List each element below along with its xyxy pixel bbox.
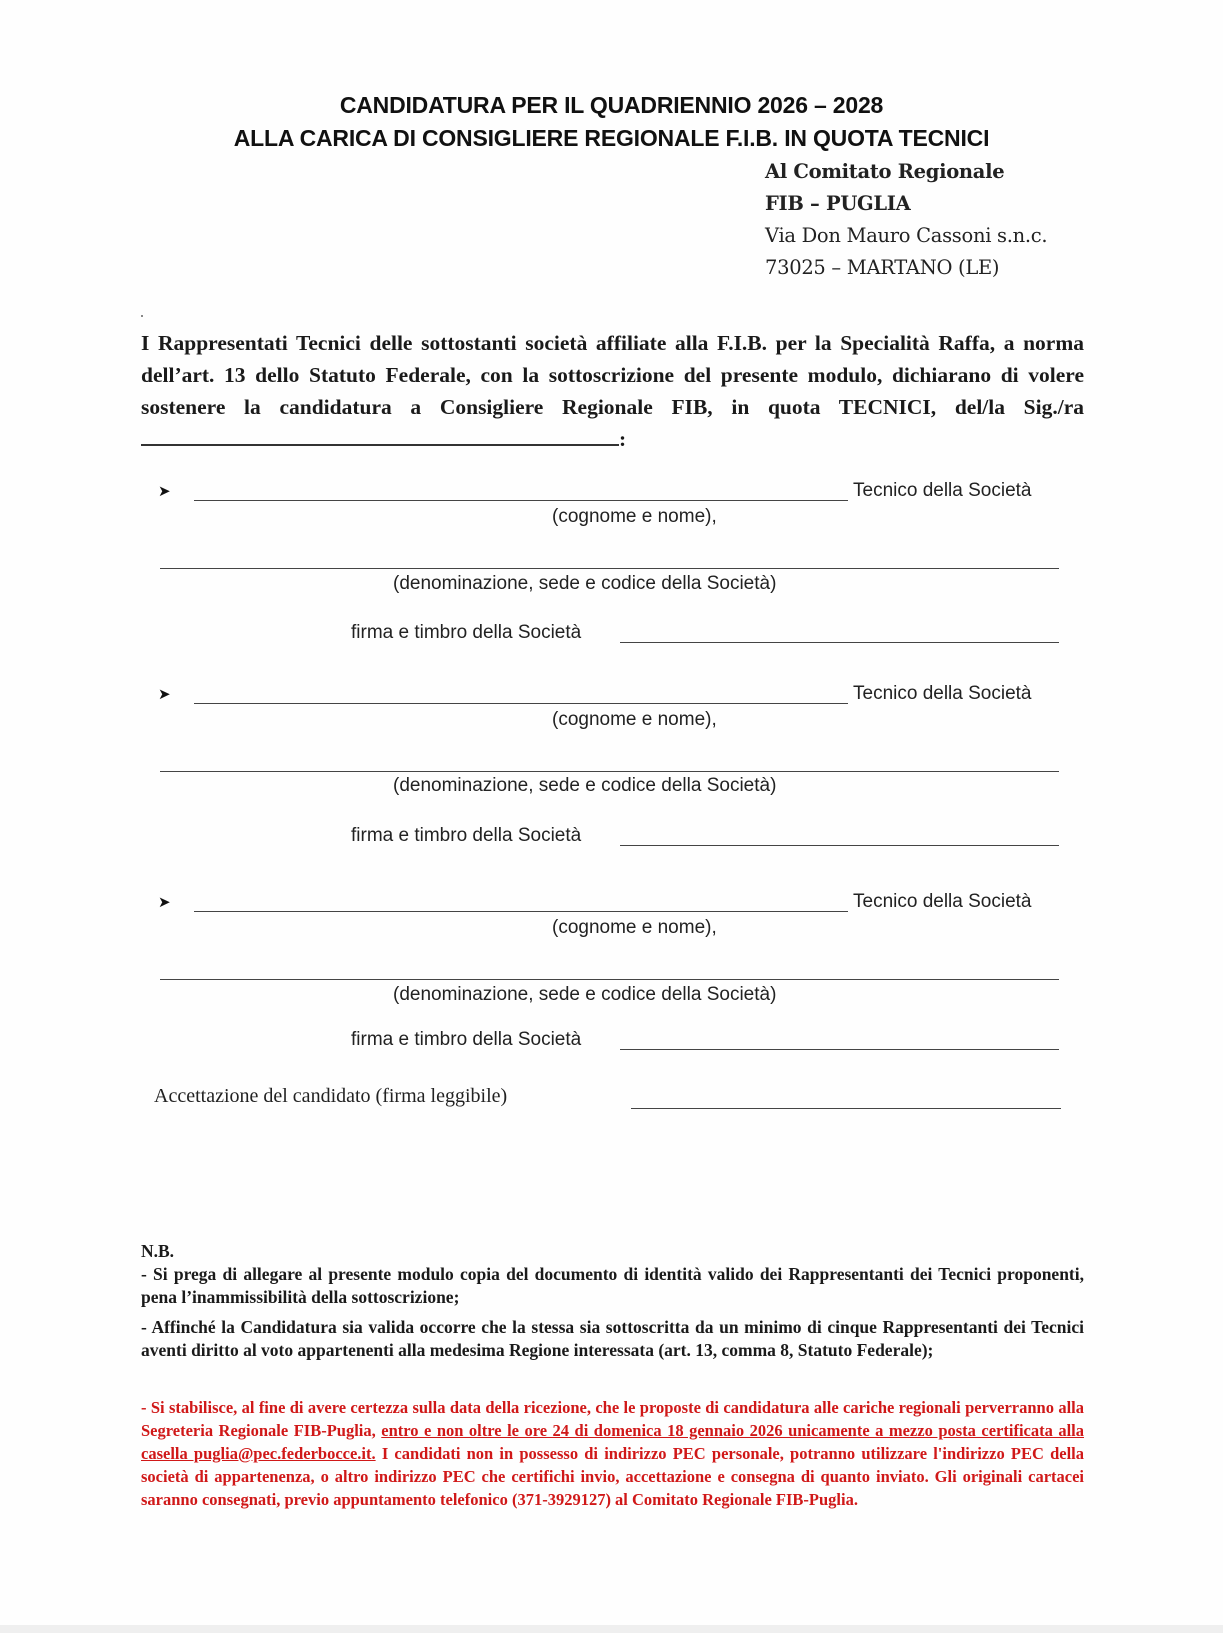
society-caption: (denominazione, sede e codice della Società) [393,984,777,1005]
signature-field[interactable] [620,845,1059,846]
signature-field[interactable] [620,1049,1059,1050]
document-title-line1: CANDIDATURA PER IL QUADRIENNIO 2026 – 2028 [339,92,884,118]
society-field[interactable] [160,568,1059,569]
note-minimum-signatures: - Affinché la Candidatura sia valida occorre che la stessa sia sottoscritta da un minimo di cinque Rappresentanti dei Tecnici aventi diritto al voto appartenenti alla medesima Regione interessata (art. 13, comma 8, Statuto Federale); [141,1317,1084,1360]
recipient-city: 73025 – MARTANO (LE) [765,256,1000,279]
recipient-line2: FIB – PUGLIA [765,192,911,215]
arrowhead-bullet-icon: ➤ [158,893,171,911]
candidate-name-field[interactable] [141,426,619,446]
tecnico-label: Tecnico della Società [853,891,1032,912]
signature-label: firma e timbro della Società [351,1029,582,1050]
society-field[interactable] [160,771,1059,772]
tecnico-name-field[interactable] [194,703,848,704]
arrowhead-bullet-icon: ➤ [158,482,171,500]
stray-dot [141,315,143,317]
page-bottom-edge [0,1625,1223,1633]
society-caption: (denominazione, sede e codice della Società) [393,775,777,796]
tecnico-name-field[interactable] [194,911,848,912]
note-submission-deadline [141,1396,1084,1511]
name-caption: (cognome e nome), [552,506,717,527]
acceptance-signature-field[interactable] [631,1108,1061,1109]
recipient-street: Via Don Mauro Cassoni s.n.c. [765,224,1048,247]
intro-paragraph [141,327,1084,455]
tecnico-label: Tecnico della Società [853,480,1032,501]
signature-label: firma e timbro della Società [351,622,582,643]
name-caption: (cognome e nome), [552,709,717,730]
intro-colon: : [619,427,627,451]
arrowhead-bullet-icon: ➤ [158,685,171,703]
deadline-text-part1: - Si stabilisce, al fine di avere certezza sulla data della ricezione, che le proposte di candidatura alle cariche regionali perverranno alla Segreteria Regionale FIB-Puglia, [141,1398,1084,1440]
notes-heading: N.B. [141,1241,175,1261]
recipient-line1: Al Comitato Regionale [765,160,1005,183]
society-caption: (denominazione, sede e codice della Società) [393,573,777,594]
deadline-underlined: entro e non oltre le ore 24 di domenica 18 gennaio 2026 unicamente a mezzo posta certificata alla casella puglia@pec.federbocce.it. [141,1421,1085,1463]
document-title-line2: ALLA CARICA DI CONSIGLIERE REGIONALE F.I.B. IN QUOTA TECNICI [233,125,990,151]
note-identity-document: - Si prega di allegare al presente modulo copia del documento di identità valido dei Rappresentanti dei Tecnici proponenti, pena l’inammissibilità della sottoscrizione; [141,1264,1084,1307]
name-caption: (cognome e nome), [552,917,717,938]
deadline-text-part2: I candidati non in possesso di indirizzo PEC personale, potranno utilizzare l'indirizzo PEC della società di appartenenza, o altro indirizzo PEC che certifichi invio, accettazione e consegna di quanto inviato. Gli originali cartacei saranno consegnati, previo appuntamento telefonico (371-3929127) al Comitato Regionale FIB-Puglia. [141,1444,1085,1509]
signature-field[interactable] [620,642,1059,643]
intro-text: I Rappresentati Tecnici delle sottostanti società affiliate alla F.I.B. per la Specialità Raffa, a norma dell’art. 13 dello Statuto Federale, con la sottoscrizione del presente modulo, dichiarano di volere sostenere la candidatura a Consigliere Regionale FIB, in quota TECNICI, del/la Sig./ra [141,331,1084,419]
acceptance-label: Accettazione del candidato (firma leggibile) [154,1085,508,1107]
tecnico-name-field[interactable] [194,500,848,501]
signature-label: firma e timbro della Società [351,825,582,846]
tecnico-label: Tecnico della Società [853,683,1032,704]
society-field[interactable] [160,979,1059,980]
